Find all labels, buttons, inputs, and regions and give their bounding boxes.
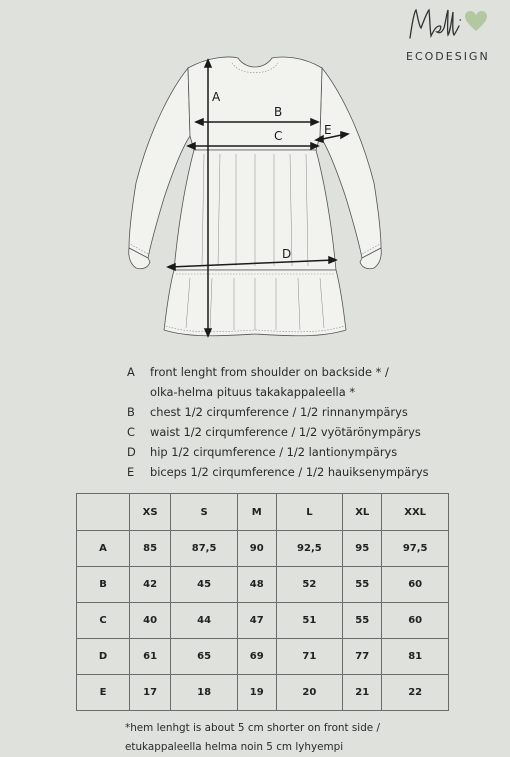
legend-item-b [127,402,467,422]
table-header-row [77,494,449,531]
legend-key: B [127,405,135,419]
table-cell: 60 [382,567,449,603]
legend-key: C [127,425,135,439]
table-cell: 71 [276,639,343,675]
table-cell: 18 [171,675,238,711]
table-cell: 65 [171,639,238,675]
dress-diagram [120,48,390,348]
legend-item-a-continued [127,382,467,402]
table-cell: 92,5 [276,531,343,567]
table-cell: 61 [130,639,171,675]
diagram-label-a: A [212,90,221,104]
brand-wordmark: ECODESIGN [406,50,490,63]
legend-text: biceps 1/2 cirqumference / 1/2 hauiksenympärys [150,465,429,479]
table-cell: 55 [343,603,382,639]
table-cell: 97,5 [382,531,449,567]
legend-text: hip 1/2 cirqumference / 1/2 lantionympärys [150,445,398,459]
hem-footnote [125,719,455,757]
table-corner-cell [77,494,130,531]
diagram-label-c: C [274,129,283,143]
size-chart-table [76,493,449,711]
table-cell: 22 [382,675,449,711]
column-header: XS [130,494,171,531]
legend-text: chest 1/2 cirqumference / 1/2 rinnanympärys [150,405,408,419]
row-header: E [77,675,130,711]
table-row [77,567,449,603]
table-row [77,675,449,711]
table-cell: 85 [130,531,171,567]
row-header: D [77,639,130,675]
diagram-label-b: B [274,105,283,119]
legend-text: olka-helma pituus takakappaleella * [150,385,356,399]
column-header: M [237,494,276,531]
column-header: L [276,494,343,531]
diagram-label-d: D [282,247,292,261]
table-cell: 95 [343,531,382,567]
column-header: XXL [382,494,449,531]
table-cell: 51 [276,603,343,639]
table-cell: 60 [382,603,449,639]
table-row [77,639,449,675]
table-cell: 45 [171,567,238,603]
table-row [77,531,449,567]
row-header: A [77,531,130,567]
table-cell: 21 [343,675,382,711]
footnote-line: etukappaleella helma noin 5 cm lyhyempi [125,741,344,753]
table-cell: 40 [130,603,171,639]
legend-key: A [127,365,135,379]
column-header: XL [343,494,382,531]
table-cell: 20 [276,675,343,711]
table-cell: 52 [276,567,343,603]
legend-key: E [127,465,135,479]
legend-key: D [127,445,136,459]
legend-item-c [127,422,467,442]
legend-text: waist 1/2 cirqumference / 1/2 vyötärönympärys [150,425,421,439]
table-cell: 17 [130,675,171,711]
legend-text: front lenght from shoulder on backside * / [150,365,389,379]
table-cell: 90 [237,531,276,567]
table-row [77,603,449,639]
table-cell: 44 [171,603,238,639]
row-header: C [77,603,130,639]
table-cell: 77 [343,639,382,675]
table-cell: 47 [237,603,276,639]
measurement-legend [127,362,467,482]
table-cell: 19 [237,675,276,711]
brand-logo [402,4,506,64]
table-cell: 69 [237,639,276,675]
legend-item-a [127,362,467,382]
diagram-label-e: E [324,123,332,137]
table-cell: 81 [382,639,449,675]
melli-script-logo [406,4,466,46]
table-cell: 55 [343,567,382,603]
row-header: B [77,567,130,603]
column-header: S [171,494,238,531]
table-cell: 87,5 [171,531,238,567]
legend-item-d [127,442,467,462]
heart-icon [464,10,488,32]
footnote-line: *hem lenhgt is about 5 cm shorter on front side / [125,722,380,734]
table-cell: 48 [237,567,276,603]
legend-item-e [127,462,467,482]
table-cell: 42 [130,567,171,603]
